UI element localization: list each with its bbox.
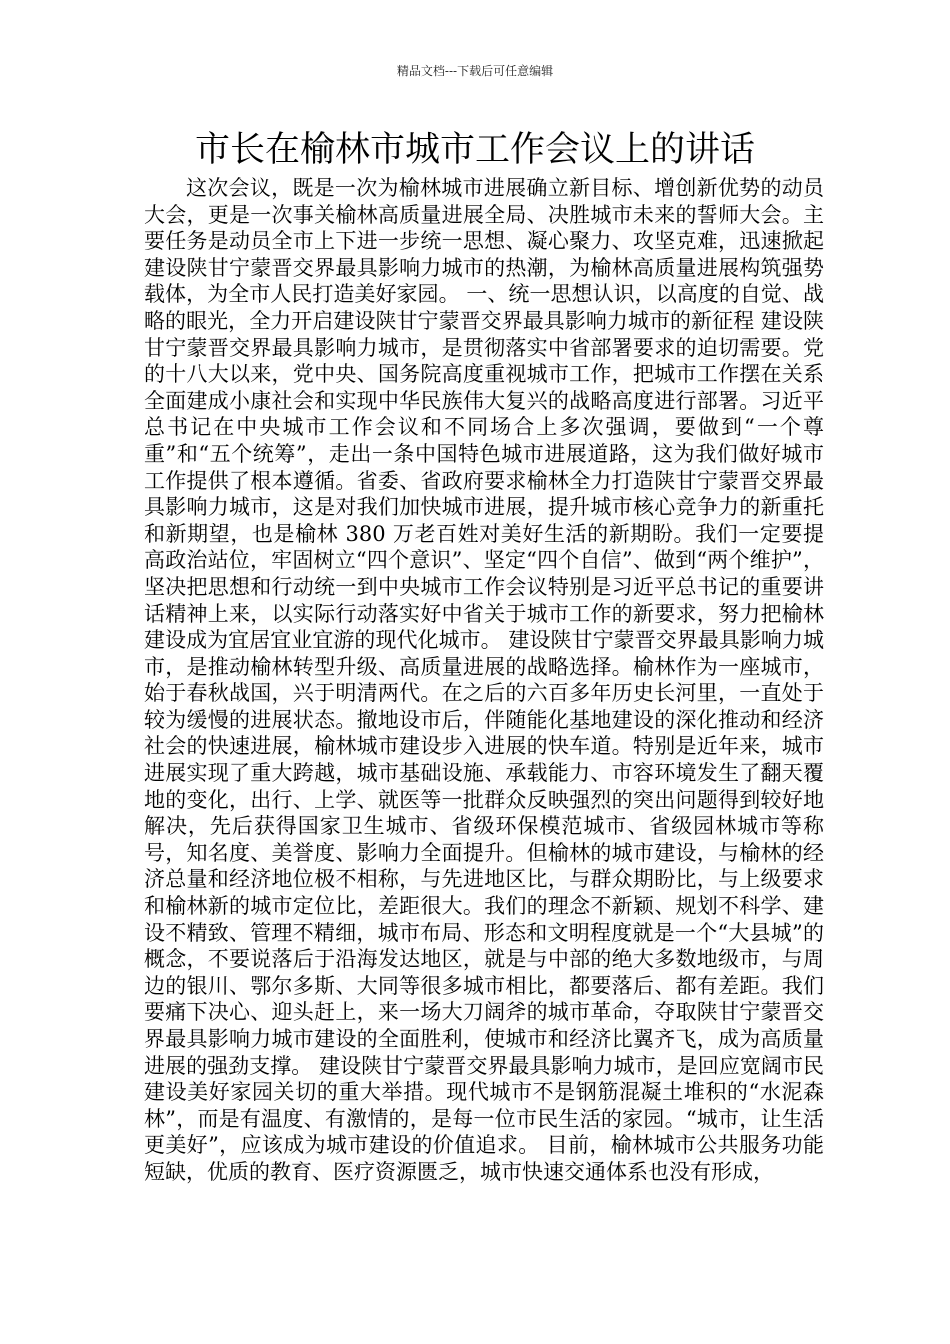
body-paragraph: 这次会议，既是一次为榆林城市进展确立新目标、增创新优势的动员大会，更是一次事关榆林高质量进展全局、决胜城市未来的誓师大会。主要任务是动员全市上下进一步统一思想、凝心聚力、攻坚克难，迅速掀起建设陕甘宁蒙晋交界最具影响力城市的热潮，为榆林高质量进展构筑强势载体，为全市人民打造美好家园。 一、统一思想认识，以高度的自觉、战略的眼光，全力开启建设陕甘宁蒙晋交界最具影响力城市的新征程 建设陕甘宁蒙晋交界最具影响力城市，是贯彻落实中省部署要求的迫切需要。党的十八大以来，党中央、国务院高度重视城市工作，把城市工作摆在关系全面建成小康社会和实现中华民族伟大复兴的战略高度进行部署。习近平总书记在中央城市工作会议和不同场合上多次强调，要做到“一个尊重”和“五个统筹”，走出一条中国特色城市进展道路，这为我们做好城市工作提供了根本遵循。省委、省政府要求榆林全力打造陕甘宁蒙晋交界最具影响力城市，这是对我们加快城市进展，提升城市核心竞争力的新重托和新期望，也是榆林 380 万老百姓对美好生活的新期盼。我们一定要提高政治站位，牢固树立“四个意识”、坚定“四个自信”、做到“两个维护”，坚决把思想和行动统一到中央城市工作会议特别是习近平总书记的重要讲话精神上来，以实际行动落实好中省关于城市工作的新要求，努力把榆林建设成为宜居宜业宜游的现代化城市。 建设陕甘宁蒙晋交界最具影响力城市，是推动榆林转型升级、高质量进展的战略选择。榆林作为一座城市，始于春秋战国，兴于明清两代。在之后的六百多年历史长河里，一直处于较为缓慢的进展状态。撤地设市后，伴随能化基地建设的深化推动和经济社会的快速进展，榆林城市建设步入进展的快车道。特别是近年来，城市进展实现了重大跨越，城市基础设施、承载能力、市容环境发生了翻天覆地的变化，出行、上学、就医等一批群众反映强烈的突出问题得到较好地解决，先后获得国家卫生城市、省级环保模范城市、省级园林城市等称号，知名度、美誉度、影响力全面提升。但榆林的城市建设，与榆林的经济总量和经济地位极不相称，与先进地区比，与群众期盼比，与上级要求和榆林新的城市定位比，差距很大。我们的理念不新颖、规划不科学、建设不精致、管理不精细，城市布局、形态和文明程度就是一个“大县城”的概念，不要说落后于沿海发达地区，就是与中部的绝大多数地级市，与周边的银川、鄂尔多斯、大同等很多城市相比，都要落后、都有差距。我们要痛下决心、迎头赶上，来一场大刀阔斧的城市革命，夺取陕甘宁蒙晋交界最具影响力城市建设的全面胜利，使城市和经济比翼齐飞，成为高质量进展的强劲支撑。 建设陕甘宁蒙晋交界最具影响力城市，是回应宽阔市民建设美好家园关切的重大举措。现代城市不是钢筋混凝土堆积的“水泥森林”，而是有温度、有激情的，是每一位市民生活的家园。“城市，让生活更美好”，应该成为城市建设的价值追求。 目前，榆林城市公共服务功能短缺，优质的教育、医疗资源匮乏，城市快速交通体系也没有形成，: [144, 176, 824, 1184]
document-body: [144, 175, 824, 1186]
page-header: 精品文档---下载后可任意编辑: [396, 64, 554, 78]
document-title: 市长在榆林市城市工作会议上的讲话: [194, 130, 755, 170]
